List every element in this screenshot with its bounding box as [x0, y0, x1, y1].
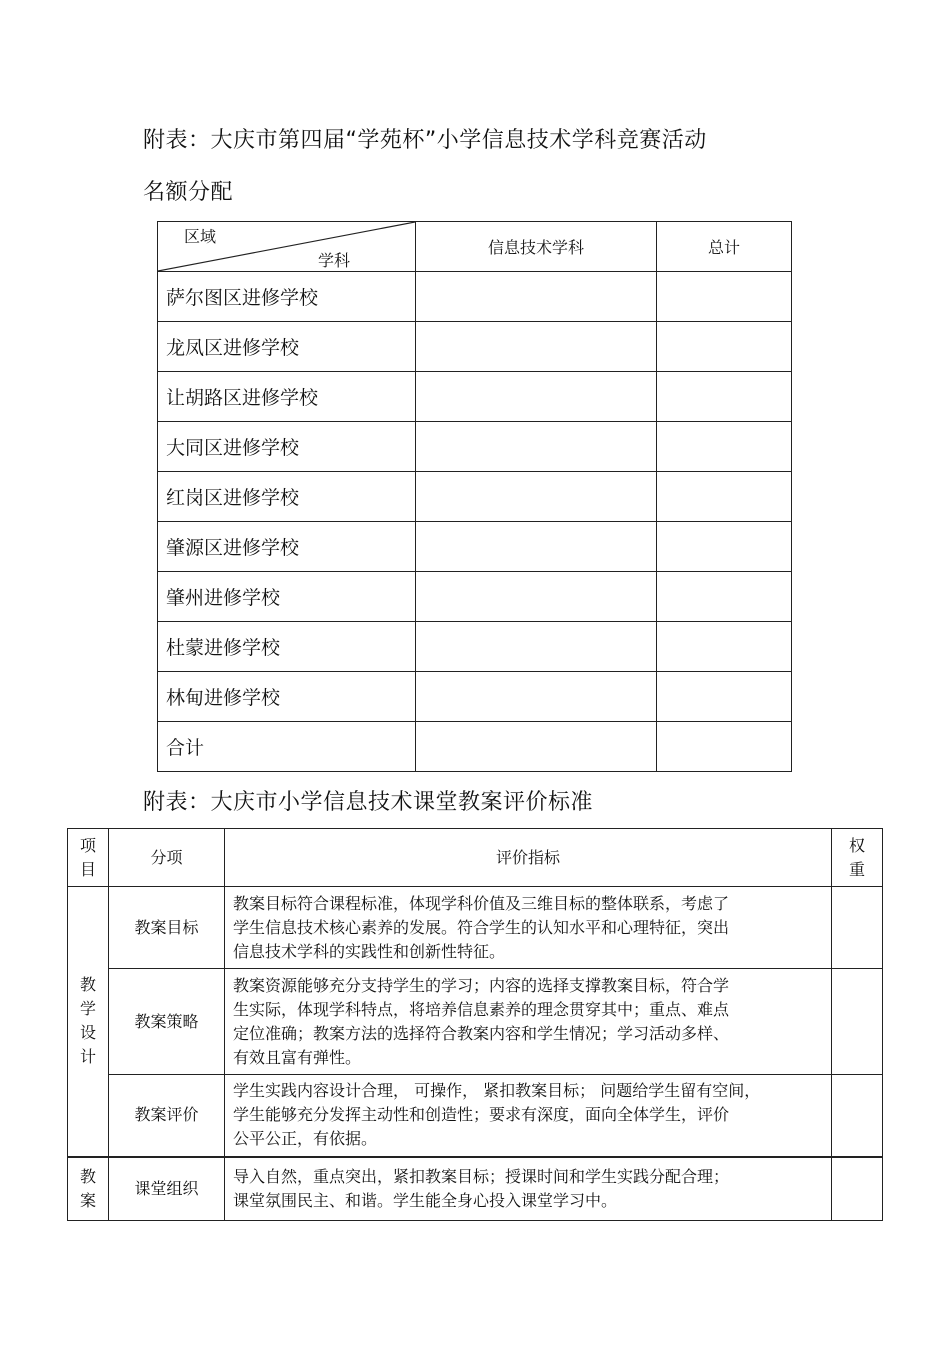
group-lesson-plan: 教 案 [68, 1157, 109, 1221]
total-cell [657, 722, 792, 772]
quota-cell [416, 722, 657, 772]
quota-row [158, 422, 792, 472]
quota-row [158, 572, 792, 622]
quota-row [158, 622, 792, 672]
quota-cell [416, 322, 657, 372]
region-name: 肇州进修学校 [158, 572, 416, 622]
region-name: 林甸进修学校 [158, 672, 416, 722]
col-header-weight: 权 重 [832, 829, 883, 887]
total-cell [657, 272, 792, 322]
total-cell [657, 322, 792, 372]
weight-cell [832, 1075, 883, 1157]
quota-cell [416, 672, 657, 722]
col-header-criteria: 评价指标 [225, 829, 832, 887]
eval-row [68, 969, 883, 1075]
quota-cell [416, 472, 657, 522]
total-cell [657, 472, 792, 522]
region-name: 肇源区进修学校 [158, 522, 416, 572]
criteria-text: 导入自然，重点突出，紧扣教案目标；授课时间和学生实践分配合理； 课堂氛围民主、和谐。学生能全身心投入课堂学习中。 [225, 1157, 832, 1221]
sub-item: 教案评价 [109, 1075, 225, 1157]
quota-cell [416, 622, 657, 672]
quota-row [158, 322, 792, 372]
criteria-text: 学生实践内容设计合理， 可操作， 紧扣教案目标； 问题给学生留有空间， 学生能够充分发挥主动性和创造性；要求有深度，面向全体学生，评价 公平公正，有依据。 [225, 1075, 832, 1157]
sub-item: 教案目标 [109, 887, 225, 969]
eval-table [67, 828, 883, 1221]
quota-total-row [158, 722, 792, 772]
eval-header-row [68, 829, 883, 887]
total-cell [657, 672, 792, 722]
weight-cell [832, 969, 883, 1075]
criteria-text: 教案资源能够充分支持学生的学习；内容的选择支撑教案目标，符合学 生实际，体现学科特点，将培养信息素养的理念贯穿其中；重点、难点 定位准确；教案方法的选择符合教案内容和学生情况；学习活动多样、 有效且富有弹性。 [225, 969, 832, 1075]
quota-table [157, 221, 792, 772]
region-name: 杜蒙进修学校 [158, 622, 416, 672]
quota-cell [416, 572, 657, 622]
col-header-subject: 信息技术学科 [416, 222, 657, 272]
eval-row [68, 887, 883, 969]
quota-row [158, 472, 792, 522]
heading-title-line2: 名额分配 [143, 180, 234, 205]
region-name: 龙凤区进修学校 [158, 322, 416, 372]
quota-cell [416, 272, 657, 322]
sub-item: 教案策略 [109, 969, 225, 1075]
quota-header-row [158, 222, 792, 272]
heading-title-line1: 附表：大庆市第四届“学苑杯”小学信息技术学科竞赛活动 [143, 128, 707, 153]
region-name: 萨尔图区进修学校 [158, 272, 416, 322]
total-label: 合计 [158, 722, 416, 772]
quota-row [158, 522, 792, 572]
col-header-sub: 分项 [109, 829, 225, 887]
total-cell [657, 572, 792, 622]
weight-cell [832, 1157, 883, 1221]
quota-row [158, 672, 792, 722]
col-header-item: 项 目 [68, 829, 109, 887]
sub-item: 课堂组织 [109, 1157, 225, 1221]
heading-eval-title: 附表：大庆市小学信息技术课堂教案评价标准 [143, 790, 594, 815]
quota-row [158, 372, 792, 422]
eval-row [68, 1075, 883, 1157]
quota-row [158, 272, 792, 322]
total-cell [657, 522, 792, 572]
criteria-text: 教案目标符合课程标准，体现学科价值及三维目标的整体联系，考虑了 学生信息技术核心素养的发展。符合学生的认知水平和心理特征，突出 信息技术学科的实践性和创新性特征。 [225, 887, 832, 969]
eval-row [68, 1157, 883, 1221]
region-name: 让胡路区进修学校 [158, 372, 416, 422]
quota-cell [416, 372, 657, 422]
col-header-total: 总计 [657, 222, 792, 272]
group-teaching-design: 教 学 设 计 [68, 887, 109, 1157]
region-name: 大同区进修学校 [158, 422, 416, 472]
quota-cell [416, 522, 657, 572]
diag-subject-label: 学科 [318, 251, 351, 270]
diag-region-label: 区域 [184, 227, 217, 246]
total-cell [657, 372, 792, 422]
total-cell [657, 622, 792, 672]
total-cell [657, 422, 792, 472]
diagonal-header-cell [158, 222, 416, 272]
quota-cell [416, 422, 657, 472]
region-name: 红岗区进修学校 [158, 472, 416, 522]
weight-cell [832, 887, 883, 969]
